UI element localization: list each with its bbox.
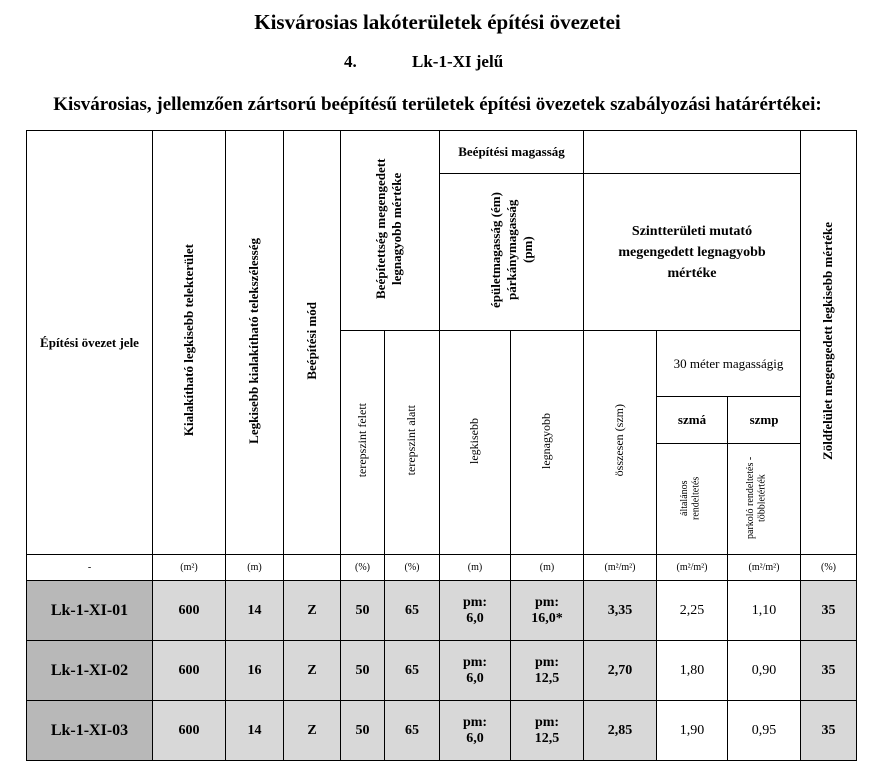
header-build-mode: Beépítési mód <box>284 131 341 555</box>
table-subtitle: Kisvárosias, jellemzően zártsorú beépítésű területek építési övezetek szabályozási határértékei: <box>53 94 822 115</box>
header-green: Zöldfelület megengedett legkisebb mértéke <box>801 131 857 555</box>
table-row <box>27 641 857 701</box>
header-height-group: Beépítési magasság <box>440 131 584 174</box>
header-general: általános rendeltetés <box>657 444 728 555</box>
cell-max-height: pm: 12,5 <box>511 701 584 761</box>
regulation-table <box>26 130 857 761</box>
header-upto30: 30 méter magasságig <box>657 331 801 397</box>
unit-cell: (m²/m²) <box>657 555 728 581</box>
cell-area: 600 <box>153 641 226 701</box>
header-min: legkisebb <box>440 331 511 555</box>
zone-code: Lk-1-XI-01 <box>27 581 153 641</box>
unit-cell: (m²) <box>153 555 226 581</box>
unit-cell: (m²/m²) <box>728 555 801 581</box>
header-min-lot-area: Kialakítható legkisebb telekterület <box>153 131 226 555</box>
unit-cell: (m²/m²) <box>584 555 657 581</box>
cell-above: 50 <box>341 581 385 641</box>
header-szmp: szmp <box>728 397 801 444</box>
cell-total: 2,70 <box>584 641 657 701</box>
cell-min-height: pm: 6,0 <box>440 701 511 761</box>
cell-total: 2,85 <box>584 701 657 761</box>
cell-szma: 1,80 <box>657 641 728 701</box>
unit-cell: (%) <box>341 555 385 581</box>
cell-szma: 1,90 <box>657 701 728 761</box>
unit-cell: (%) <box>385 555 440 581</box>
cell-width: 16 <box>226 641 284 701</box>
cell-max-height: pm: 16,0* <box>511 581 584 641</box>
unit-cell: (m) <box>511 555 584 581</box>
header-height-types: épületmagasság (ém) párkánymagasság (pm) <box>440 174 584 331</box>
cell-above: 50 <box>341 701 385 761</box>
table-row <box>27 701 857 761</box>
header-floor-index: Szintterületi mutató megengedett legnagyobb mértéke <box>584 174 801 331</box>
cell-below: 65 <box>385 581 440 641</box>
cell-width: 14 <box>226 701 284 761</box>
section-label: Lk-1-XI jelű <box>412 52 504 71</box>
cell-area: 600 <box>153 581 226 641</box>
cell-szmp: 0,90 <box>728 641 801 701</box>
zone-code: Lk-1-XI-02 <box>27 641 153 701</box>
cell-total: 3,35 <box>584 581 657 641</box>
cell-szmp: 1,10 <box>728 581 801 641</box>
zone-code: Lk-1-XI-03 <box>27 701 153 761</box>
header-max: legnagyobb <box>511 331 584 555</box>
cell-below: 65 <box>385 641 440 701</box>
section-number: 4. <box>344 52 357 71</box>
page-title: Kisvárosias lakóterületek építési övezetei <box>254 10 621 34</box>
header-total: összesen (szm) <box>584 331 657 555</box>
header-below-ground: terepszint alatt <box>385 331 440 555</box>
unit-cell <box>284 555 341 581</box>
cell-min-height: pm: 6,0 <box>440 641 511 701</box>
cell-green: 35 <box>801 581 857 641</box>
cell-mode: Z <box>284 581 341 641</box>
header-max-coverage: Beépítettség megengedett legnagyobb mértéke <box>341 131 440 331</box>
cell-area: 600 <box>153 701 226 761</box>
cell-szmp: 0,95 <box>728 701 801 761</box>
unit-cell: (%) <box>801 555 857 581</box>
table-row <box>27 581 857 641</box>
cell-mode: Z <box>284 701 341 761</box>
cell-green: 35 <box>801 641 857 701</box>
unit-cell: - <box>27 555 153 581</box>
cell-szma: 2,25 <box>657 581 728 641</box>
unit-cell: (m) <box>440 555 511 581</box>
header-floor-index-top <box>584 131 801 174</box>
header-zone: Építési övezet jele <box>27 131 153 555</box>
header-min-lot-width: Legkisebb kialakítható telekszélesség <box>226 131 284 555</box>
cell-green: 35 <box>801 701 857 761</box>
cell-mode: Z <box>284 641 341 701</box>
cell-below: 65 <box>385 701 440 761</box>
cell-max-height: pm: 12,5 <box>511 641 584 701</box>
cell-min-height: pm: 6,0 <box>440 581 511 641</box>
unit-cell: (m) <box>226 555 284 581</box>
header-parking: parkoló rendeltetés - többletérték <box>728 444 801 555</box>
cell-above: 50 <box>341 641 385 701</box>
units-row <box>27 555 857 581</box>
cell-width: 14 <box>226 581 284 641</box>
header-above-ground: terepszint felett <box>341 331 385 555</box>
header-szma: szmá <box>657 397 728 444</box>
